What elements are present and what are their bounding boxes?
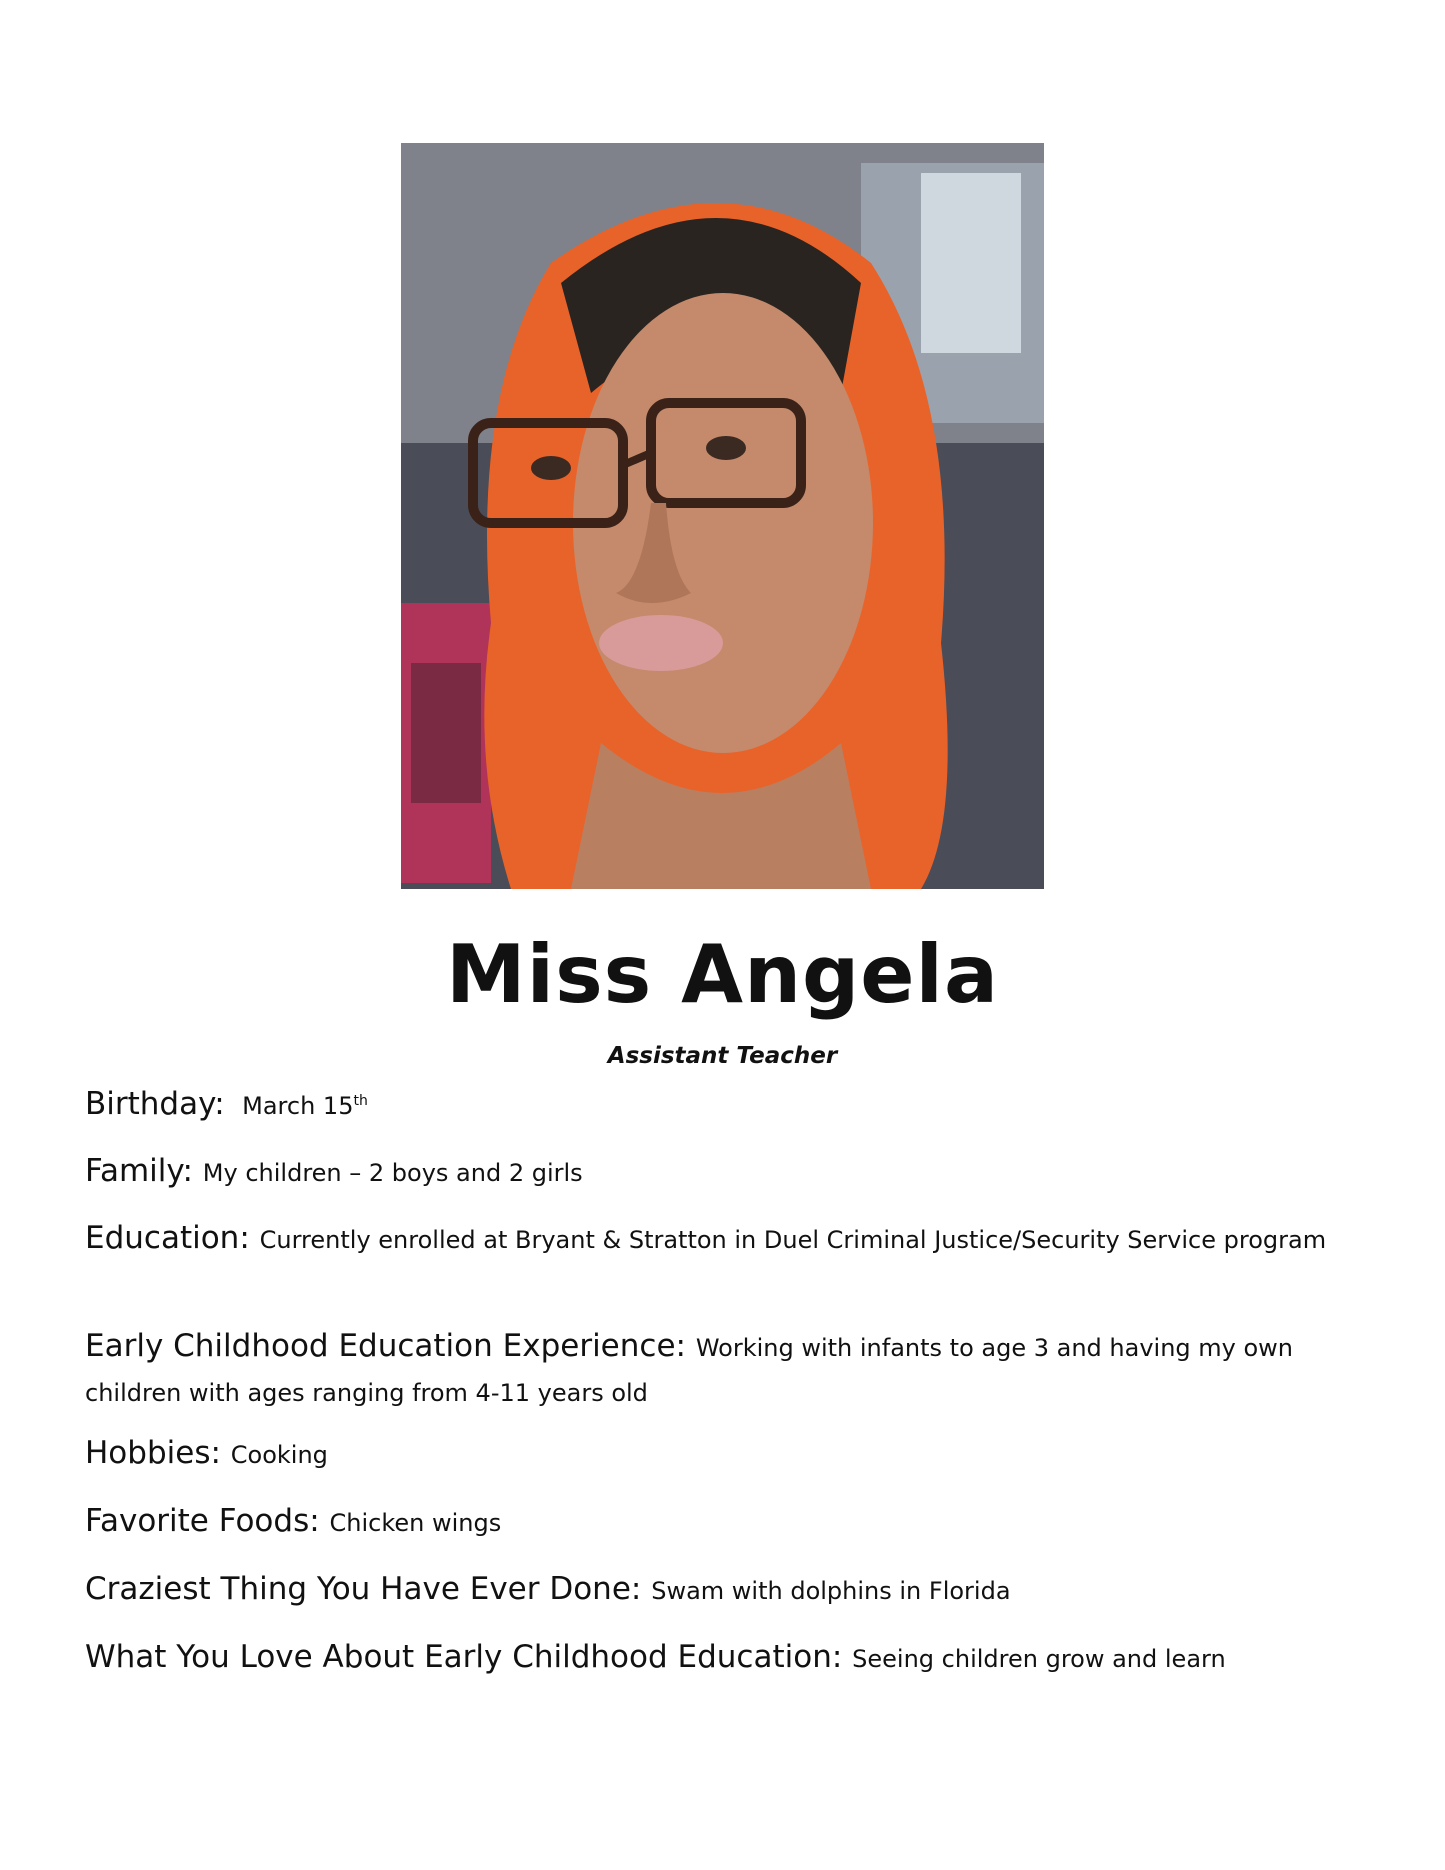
teacher-name: Miss Angela <box>446 928 999 1021</box>
birthday-value: March 15th <box>242 1092 368 1120</box>
favorite-foods-value: Chicken wings <box>329 1509 502 1537</box>
hobbies-row <box>85 1432 1375 1479</box>
experience-label: Early Childhood Education Experience: <box>85 1328 696 1364</box>
hobbies-value: Cooking <box>230 1441 328 1469</box>
craziest-row <box>85 1568 1375 1615</box>
birthday-row <box>85 1080 1375 1130</box>
portrait-illustration <box>401 143 1044 889</box>
family-row <box>85 1150 1375 1197</box>
love-row <box>85 1636 1375 1683</box>
craziest-label: Craziest Thing You Have Ever Done: <box>85 1571 652 1607</box>
family-value: My children – 2 boys and 2 girls <box>202 1159 583 1187</box>
education-label: Education: <box>85 1220 260 1256</box>
education-row <box>85 1217 1375 1264</box>
favorite-foods-row <box>85 1500 1375 1547</box>
hobbies-label: Hobbies: <box>85 1435 231 1471</box>
experience-value: Working with infants to age 3 and having my own children with ages ranging from 4-11 years old <box>85 1334 1293 1407</box>
favorite-foods-label: Favorite Foods: <box>85 1503 330 1539</box>
experience-row <box>85 1325 1375 1417</box>
education-value: Currently enrolled at Bryant & Stratton in Duel Criminal Justice/Security Service program <box>259 1226 1327 1254</box>
profile-photo <box>401 143 1044 889</box>
family-label: Family: <box>85 1153 203 1189</box>
love-value: Seeing children grow and learn <box>852 1645 1226 1673</box>
birthday-label: Birthday: <box>85 1086 235 1122</box>
love-label: What You Love About Early Childhood Education: <box>85 1639 853 1675</box>
teacher-role: Assistant Teacher <box>607 1043 838 1069</box>
craziest-value: Swam with dolphins in Florida <box>651 1577 1011 1605</box>
